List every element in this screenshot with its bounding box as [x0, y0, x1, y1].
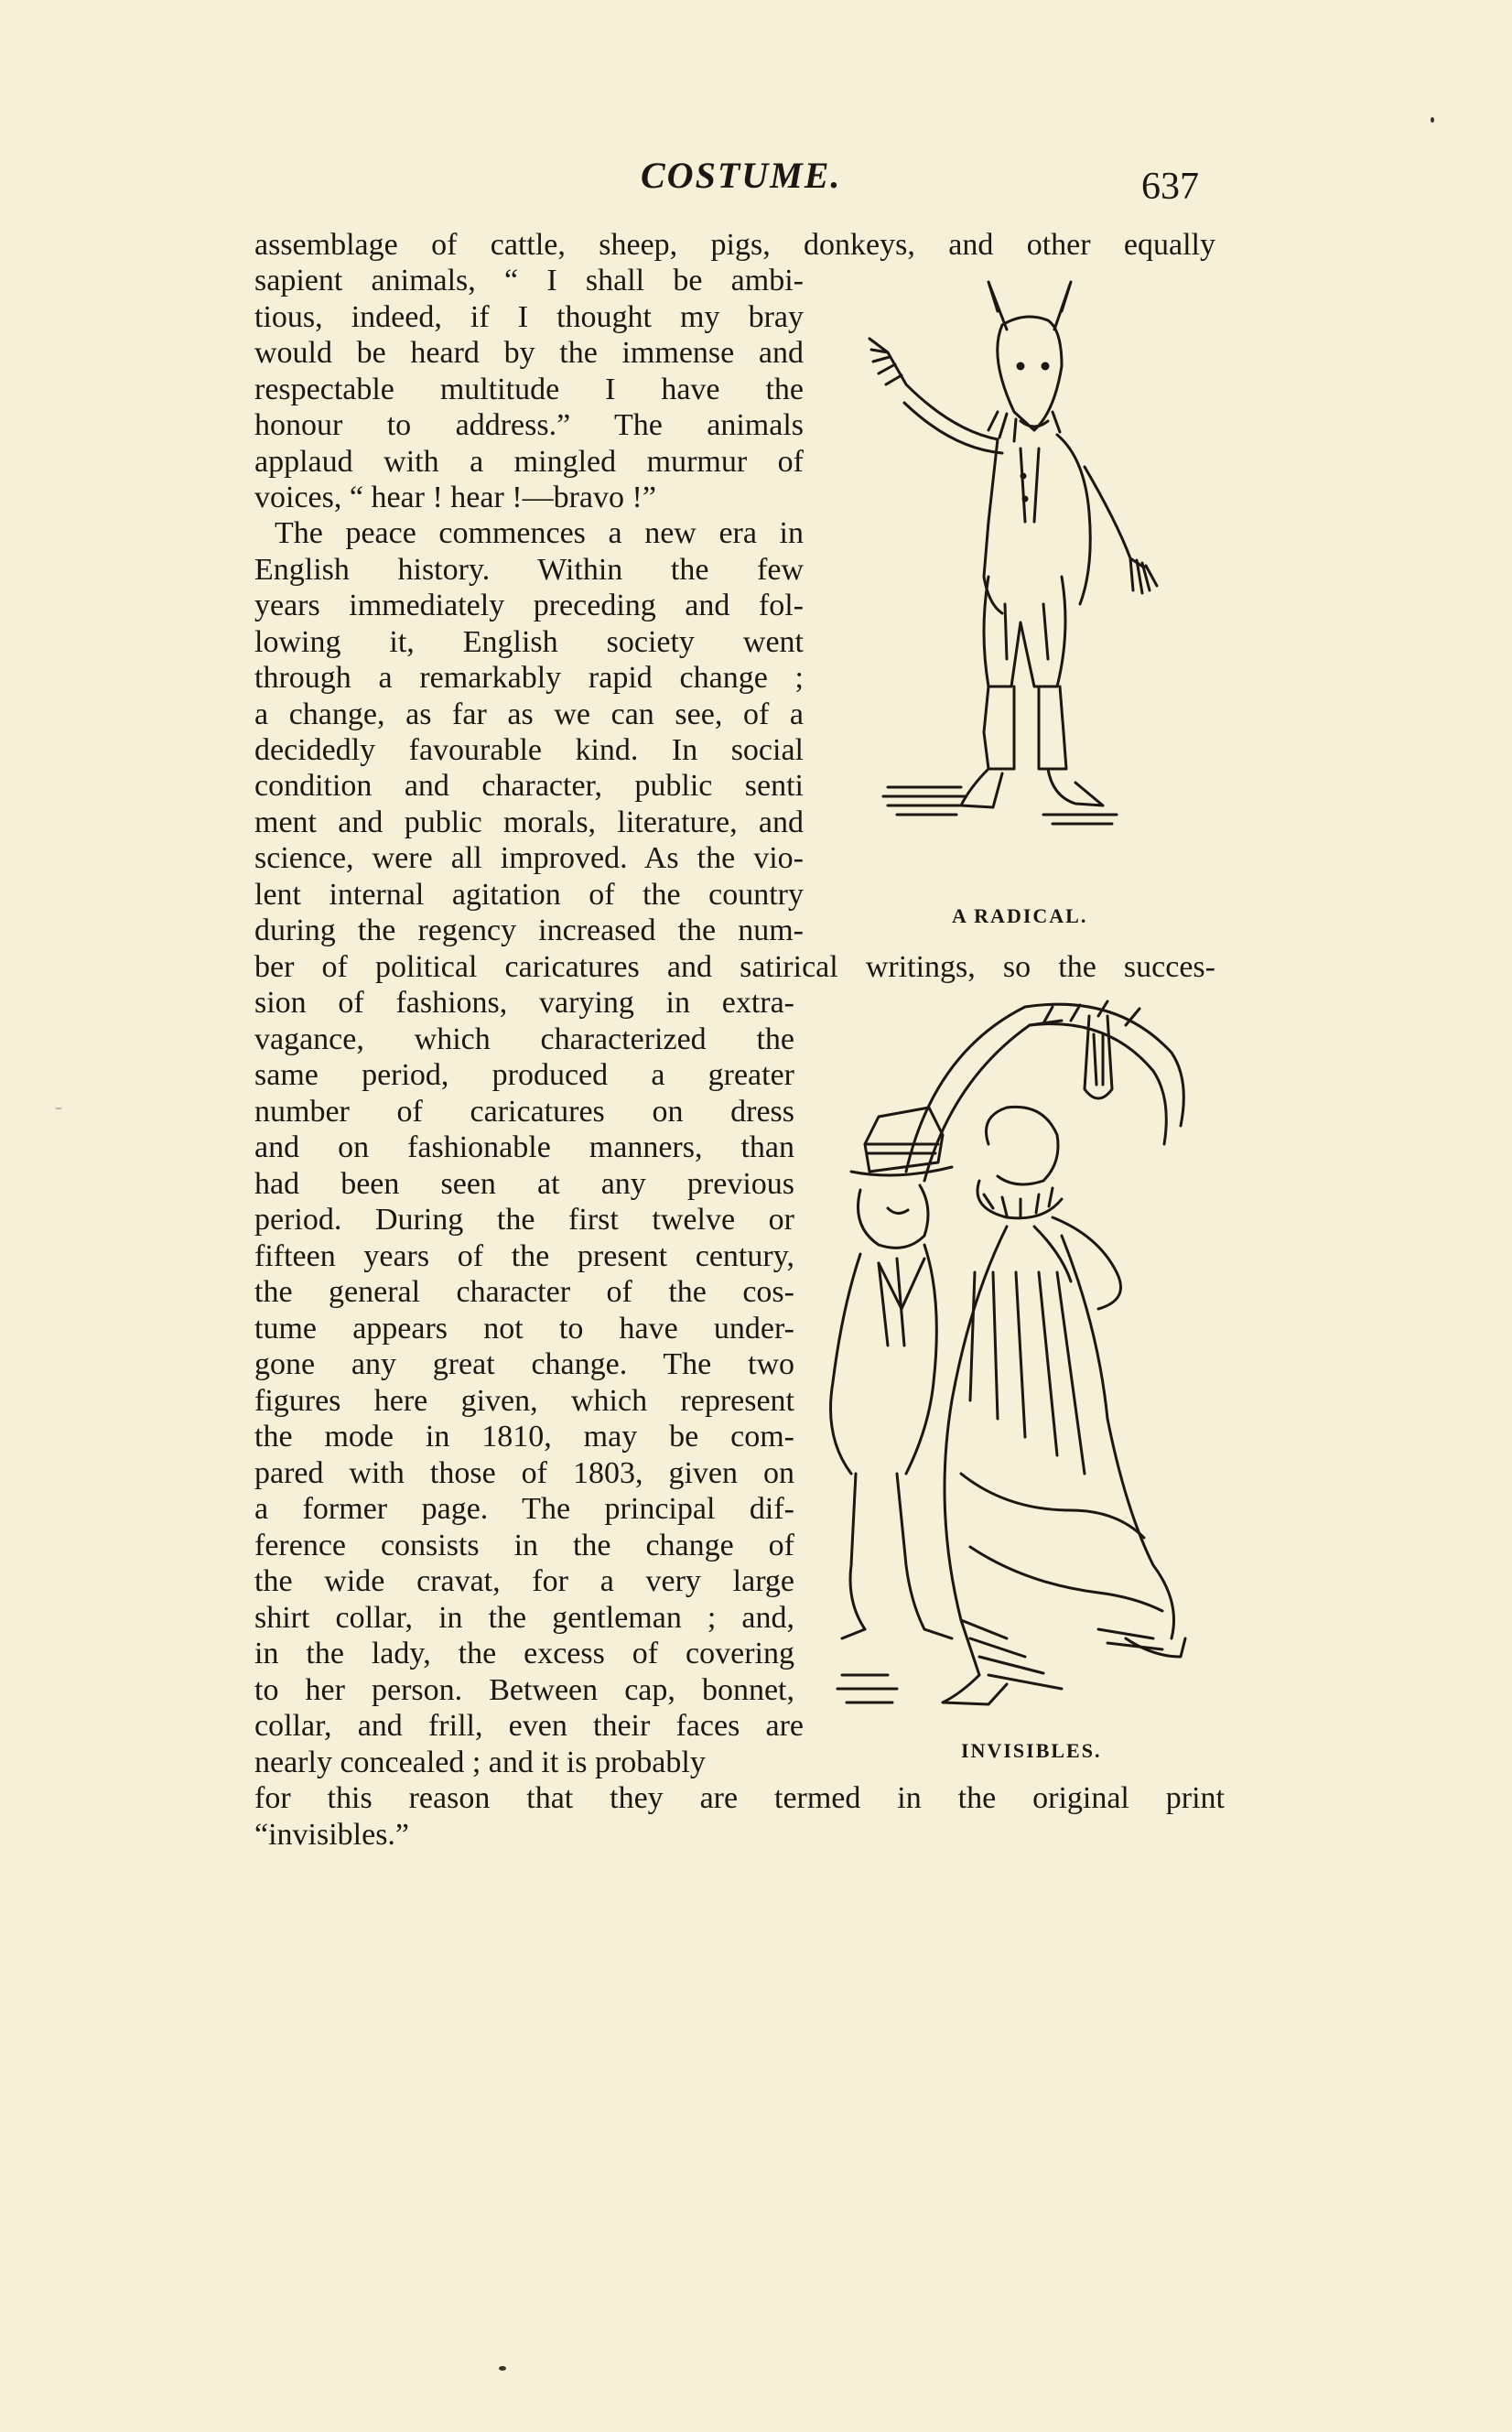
text-line: collar, and frill, even their faces are — [254, 1709, 804, 1743]
invisibles-caption: INVISIBLES. — [961, 1739, 1102, 1762]
text-line: the general character of the cos- — [254, 1275, 794, 1309]
text-line: tious, indeed, if I thought my bray — [254, 300, 804, 334]
text-line: voices, “ hear ! hear !—bravo !” — [254, 481, 656, 514]
text-line: pared with those of 1803, given on — [254, 1456, 794, 1490]
text-line: figures here given, which represent — [254, 1384, 794, 1418]
ink-speck — [55, 1108, 62, 1109]
radical-figure — [851, 275, 1162, 879]
text-line: period. During the first twelve or — [254, 1203, 794, 1237]
text-line: would be heard by the immense and — [254, 336, 804, 370]
text-line: the wide cravat, for a very large — [254, 1564, 794, 1598]
text-line: and on fashionable manners, than — [254, 1130, 794, 1164]
text-line: nearly concealed ; and it is probably — [254, 1746, 706, 1779]
couple-in-1810-costume-illustration — [824, 998, 1208, 1721]
radical-caption: A RADICAL. — [952, 904, 1088, 927]
text-line: applaud with a mingled murmur of — [254, 445, 804, 479]
text-line: ment and public morals, literature, and — [254, 805, 804, 839]
donkey-headed-man-illustration — [851, 275, 1162, 879]
text-line: to her person. Between cap, bonnet, — [254, 1673, 794, 1707]
text-line: decidedly favourable kind. In social — [254, 733, 804, 767]
text-line: shirt collar, in the gentleman ; and, — [254, 1601, 794, 1635]
text-line: honour to address.” The animals — [254, 408, 804, 442]
text-line: vagance, which characterized the — [254, 1022, 794, 1056]
ink-speck — [499, 2366, 506, 2371]
text-line: sapient animals, “ I shall be ambi- — [254, 264, 804, 297]
text-line: fifteen years of the present century, — [254, 1239, 794, 1273]
text-line: ference consists in the change of — [254, 1529, 794, 1562]
running-head: COSTUME. — [641, 155, 842, 196]
text-line: the mode in 1810, may be com- — [254, 1420, 794, 1454]
text-line: lowing it, English society went — [254, 625, 804, 659]
text-line: sion of fashions, varying in extra- — [254, 986, 794, 1020]
text-line: during the regency increased the num- — [254, 913, 804, 947]
text-line: gone any great change. The two — [254, 1347, 794, 1381]
text-line: a former page. The principal dif- — [254, 1492, 794, 1526]
text-line: lent internal agitation of the country — [254, 878, 804, 912]
text-line: The peace commences a new era in — [275, 516, 804, 550]
text-line: science, were all improved. As the vio- — [254, 841, 804, 875]
text-line: ber of political caricatures and satirical writings, so the succes- — [254, 950, 1215, 984]
text-line: for this reason that they are termed in the original print — [254, 1781, 1225, 1815]
text-line: English history. Within the few — [254, 553, 804, 587]
text-line: in the lady, the excess of covering — [254, 1637, 794, 1670]
text-line: number of caricatures on dress — [254, 1095, 794, 1129]
page-number: 637 — [1141, 166, 1199, 208]
text-line: tume appears not to have under- — [254, 1312, 794, 1346]
text-line: through a remarkably rapid change ; — [254, 661, 804, 695]
text-line: a change, as far as we can see, of a — [254, 697, 804, 731]
ink-speck — [1431, 117, 1434, 123]
text-line: “invisibles.” — [254, 1818, 410, 1852]
text-line: respectable multitude I have the — [254, 373, 804, 406]
invisibles-figure — [824, 998, 1208, 1721]
text-line: had been seen at any previous — [254, 1167, 794, 1201]
text-line: years immediately preceding and fol- — [254, 589, 804, 622]
text-line: same period, produced a greater — [254, 1058, 794, 1092]
text-line: condition and character, public senti — [254, 769, 804, 803]
text-line: assemblage of cattle, sheep, pigs, donkeys, and other equally — [254, 228, 1215, 262]
